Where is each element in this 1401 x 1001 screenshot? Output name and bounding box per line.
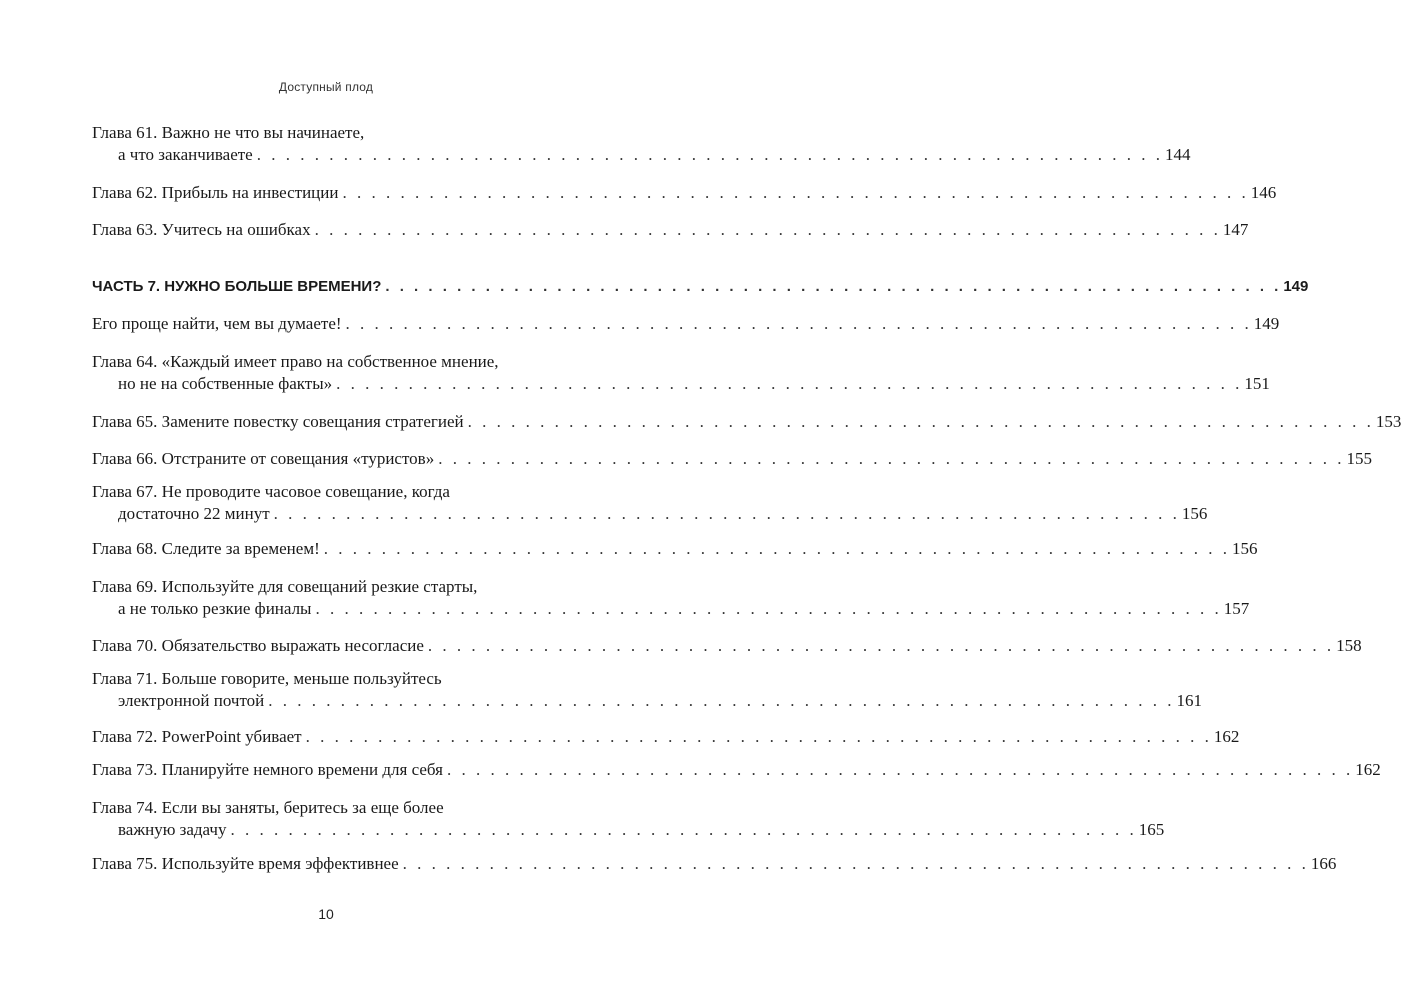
toc-entry-title-cont: а что заканчиваете <box>118 145 253 164</box>
toc-part-heading <box>92 276 1309 298</box>
toc-entry-title: Глава 74. Если вы заняты, беритесь за еще более <box>92 798 444 817</box>
toc-page-number: 157 <box>1223 599 1250 618</box>
toc-entry-ch62 <box>92 182 1277 204</box>
leader-dots: . . . . . . . . . . . . . . . . . . . . . . . . . . . . . . . . . . . . . . . . . . . . . . . . . . . . . . . . . . . . . . . <box>446 760 1354 779</box>
toc-entry-title: Глава 62. Прибыль на инвестиции <box>92 183 339 202</box>
toc-entry-title: Глава 67. Не проводите часовое совещание, когда <box>92 482 450 501</box>
toc-entry-ch63 <box>92 219 1249 241</box>
leader-dots: . . . . . . . . . . . . . . . . . . . . . . . . . . . . . . . . . . . . . . . . . . . . . . . . . . . . . . . . . . . . . . . <box>230 820 1137 839</box>
toc-entry-ch71 <box>92 668 1202 712</box>
page-number: 10 <box>318 906 334 922</box>
toc-page-number: 156 <box>1232 539 1258 558</box>
toc-page-number: 162 <box>1355 760 1381 779</box>
toc-page-number: 162 <box>1213 727 1240 746</box>
toc-entry-title: Глава 73. Планируйте немного времени для себя <box>92 760 443 779</box>
leader-dots: . . . . . . . . . . . . . . . . . . . . . . . . . . . . . . . . . . . . . . . . . . . . . . . . . . . . . . . . . . . . . . . <box>336 374 1243 393</box>
leader-dots: . . . . . . . . . . . . . . . . . . . . . . . . . . . . . . . . . . . . . . . . . . . . . . . . . . . . . . . . . . . . . . . <box>256 145 1163 164</box>
toc-entry-title-cont: достаточно 22 минут <box>118 504 270 523</box>
leader-dots: . . . . . . . . . . . . . . . . . . . . . . . . . . . . . . . . . . . . . . . . . . . . . . . . . . . . . . . . . . . . . . . <box>305 727 1212 746</box>
toc-page-number: 147 <box>1222 220 1249 239</box>
toc-entry-ch65 <box>92 411 1401 433</box>
toc-page-number: 153 <box>1375 412 1401 431</box>
leader-dots: . . . . . . . . . . . . . . . . . . . . . . . . . . . . . . . . . . . . . . . . . . . . . . . . . . . . . . . . . . . . . . . <box>323 539 1230 558</box>
toc-entry-title: Глава 65. Замените повестку совещания стратегией <box>92 412 464 431</box>
toc-entry-ch61 <box>92 122 1191 166</box>
toc-entry-title: Глава 69. Используйте для совещаний резкие старты, <box>92 577 478 596</box>
toc-entry-title: Глава 63. Учитесь на ошибках <box>92 220 311 239</box>
toc-entry-title: Глава 66. Отстраните от совещания «туристов» <box>92 449 435 468</box>
toc-entry-ch64 <box>92 351 1270 395</box>
toc-entry-ch74 <box>92 797 1165 841</box>
part-title: ЧАСТЬ 7. НУЖНО БОЛЬШЕ ВРЕМЕНИ? <box>92 278 382 295</box>
toc-page-number: 155 <box>1346 449 1372 468</box>
leader-dots: . . . . . . . . . . . . . . . . . . . . . . . . . . . . . . . . . . . . . . . . . . . . . . . . . . . . . . . . . . . . . . . <box>273 504 1180 523</box>
running-head: Доступный плод <box>278 80 374 94</box>
leader-dots: . . . . . . . . . . . . . . . . . . . . . . . . . . . . . . . . . . . . . . . . . . . . . . . . . . . . . . . . . . . . . . . <box>427 636 1335 655</box>
toc-entry-title: Глава 71. Больше говорите, меньше пользуйтесь <box>92 669 442 688</box>
leader-dots: . . . . . . . . . . . . . . . . . . . . . . . . . . . . . . . . . . . . . . . . . . . . . . . . . . . . . . . . . . . . . . . <box>314 220 1221 239</box>
toc-page-number: 158 <box>1336 636 1362 655</box>
toc-page-number: 149 <box>1253 314 1280 333</box>
toc-entry-ch75 <box>92 853 1337 875</box>
leader-dots: . . . . . . . . . . . . . . . . . . . . . . . . . . . . . . . . . . . . . . . . . . . . . . . . . . . . . . . . . . . . . . . <box>315 599 1222 618</box>
toc-entry-title: Глава 61. Важно не что вы начинаете, <box>92 123 365 142</box>
toc-entry-ch70 <box>92 635 1362 657</box>
toc-page-number: 149 <box>1283 278 1309 295</box>
toc-entry-title-cont: электронной почтой <box>118 691 265 710</box>
toc-entry-title-cont: но не на собственные факты» <box>118 374 333 393</box>
toc-page-number: 151 <box>1244 374 1270 393</box>
toc-page-number: 161 <box>1176 691 1202 710</box>
toc-entry-title: Глава 64. «Каждый имеет право на собственное мнение, <box>92 352 499 371</box>
toc-entry-intro <box>92 313 1280 335</box>
toc-page-number: 144 <box>1164 145 1191 164</box>
toc-entry-title: Глава 68. Следите за временем! <box>92 539 320 558</box>
toc-entry-title: Глава 72. PowerPoint убивает <box>92 727 302 746</box>
toc-entry-title-cont: а не только резкие финалы <box>118 599 312 618</box>
toc-page-number: 146 <box>1250 183 1277 202</box>
leader-dots: . . . . . . . . . . . . . . . . . . . . . . . . . . . . . . . . . . . . . . . . . . . . . . . . . . . . . . . . . . . . . . . <box>438 449 1345 468</box>
toc-entry-title: Глава 70. Обязательство выражать несогласие <box>92 636 424 655</box>
leader-dots: . . . . . . . . . . . . . . . . . . . . . . . . . . . . . . . . . . . . . . . . . . . . . . . . . . . . . . . . . . . . . . . <box>385 278 1282 295</box>
leader-dots: . . . . . . . . . . . . . . . . . . . . . . . . . . . . . . . . . . . . . . . . . . . . . . . . . . . . . . . . . . . . . . . <box>467 412 1374 431</box>
toc-page-number: 166 <box>1310 854 1337 873</box>
toc-entry-title: Его проще найти, чем вы думаете! <box>92 314 342 333</box>
toc-entry-title-cont: важную задачу <box>118 820 227 839</box>
toc-page-number: 165 <box>1138 820 1165 839</box>
toc-page-number: 156 <box>1181 504 1208 523</box>
toc-entry-title: Глава 75. Используйте время эффективнее <box>92 854 399 873</box>
leader-dots: . . . . . . . . . . . . . . . . . . . . . . . . . . . . . . . . . . . . . . . . . . . . . . . . . . . . . . . . . . . . . . . <box>268 691 1175 710</box>
toc-entry-ch72 <box>92 726 1240 748</box>
toc-entry-ch69 <box>92 576 1250 620</box>
toc-entry-ch66 <box>92 448 1372 470</box>
toc-entry-ch67 <box>92 481 1208 525</box>
leader-dots: . . . . . . . . . . . . . . . . . . . . . . . . . . . . . . . . . . . . . . . . . . . . . . . . . . . . . . . . . . . . . . . <box>402 854 1309 873</box>
toc-entry-ch68 <box>92 538 1258 560</box>
leader-dots: . . . . . . . . . . . . . . . . . . . . . . . . . . . . . . . . . . . . . . . . . . . . . . . . . . . . . . . . . . . . . . . <box>342 183 1249 202</box>
leader-dots: . . . . . . . . . . . . . . . . . . . . . . . . . . . . . . . . . . . . . . . . . . . . . . . . . . . . . . . . . . . . . . . <box>345 314 1252 333</box>
toc-entry-ch73 <box>92 759 1381 781</box>
